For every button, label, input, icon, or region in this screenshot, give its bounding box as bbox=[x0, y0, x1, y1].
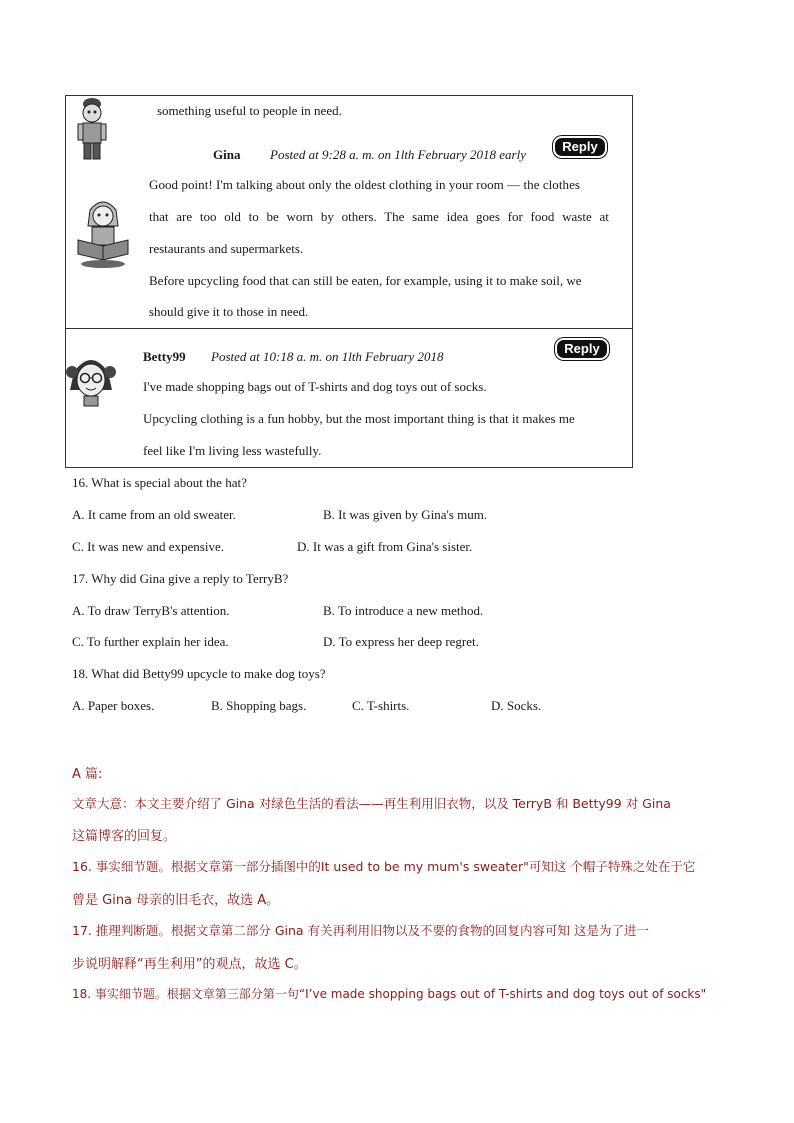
answer-summary-line-1: 文章大意：本文主要介绍了 Gina 对绿色生活的看法——再生利用旧衣物，以及 TerryB 和 Betty99 对 Gina bbox=[72, 796, 671, 811]
gina-line-3: restaurants and supermarkets. bbox=[149, 241, 304, 256]
question-17-stem: 17. Why did Gina give a reply to TerryB? bbox=[72, 571, 289, 586]
question-18-option-a[interactable]: A. Paper boxes. bbox=[72, 698, 155, 713]
answer-heading: A 篇: bbox=[72, 767, 103, 782]
post-tail-text: something useful to people in need. bbox=[157, 103, 342, 118]
gina-reply-button[interactable]: Reply bbox=[553, 136, 607, 158]
question-16-option-b[interactable]: B. It was given by Gina's mum. bbox=[323, 507, 488, 522]
boy-avatar-icon bbox=[74, 97, 110, 163]
answer-summary-line-2: 这篇博客的回复。 bbox=[72, 829, 177, 844]
question-16-stem: 16. What is special about the hat? bbox=[72, 475, 247, 490]
gina-name: Gina bbox=[213, 147, 241, 162]
gina-line-1: Good point! I'm talking about only the oldest clothing in your room — the clothes bbox=[149, 177, 580, 192]
betty-avatar-icon bbox=[66, 350, 116, 408]
answer-17-line-1: 17. 推理判断题。根据文章第二部分 Gina 有关再利用旧物以及不要的食物的回复内容可知 这是为了进一 bbox=[72, 923, 650, 938]
question-16-option-d[interactable]: D. It was a gift from Gina's sister. bbox=[297, 539, 473, 554]
betty-reply-button[interactable]: Reply bbox=[555, 338, 609, 360]
gina-line-5: should give it to those in need. bbox=[149, 304, 309, 319]
answer-16-line-1: 16. 事实细节题。根据文章第一部分插图中的It used to be my mum's sweater"可知这 个帽子特殊之处在于它 bbox=[72, 859, 696, 874]
question-17-option-b[interactable]: B. To introduce a new method. bbox=[323, 603, 484, 618]
question-16-option-a[interactable]: A. It came from an old sweater. bbox=[72, 507, 236, 522]
question-17-option-a[interactable]: A. To draw TerryB's attention. bbox=[72, 603, 230, 618]
gina-line-4: Before upcycling food that can still be eaten, for example, using it to make soil, we bbox=[149, 273, 582, 288]
question-16-option-c[interactable]: C. It was new and expensive. bbox=[72, 539, 224, 554]
betty-line-1: I've made shopping bags out of T-shirts and dog toys out of socks. bbox=[143, 379, 487, 394]
answer-16-line-2: 曾是 Gina 母亲的旧毛衣，故选 A。 bbox=[72, 893, 280, 908]
question-17-option-d[interactable]: D. To express her deep regret. bbox=[323, 634, 479, 649]
gina-post-meta: Posted at 9:28 a. m. on 1lth February 2018 early bbox=[270, 147, 526, 162]
betty-line-3: feel like I'm living less wastefully. bbox=[143, 443, 322, 458]
answer-18-line-1: 18. 事实细节题。根据文章第三部分第一句“I’ve made shopping bags out of T-shirts and dog toys out of socks" bbox=[72, 987, 707, 1001]
gina-line-2: that are too old to be worn by others. The same idea goes for food waste at bbox=[149, 209, 609, 224]
question-17-option-c[interactable]: C. To further explain her idea. bbox=[72, 634, 229, 649]
question-18-option-b[interactable]: B. Shopping bags. bbox=[211, 698, 307, 713]
betty-line-2: Upcycling clothing is a fun hobby, but the most important thing is that it makes me bbox=[143, 411, 575, 426]
answer-17-line-2: 步说明解释“再生利用”的观点，故选 C。 bbox=[72, 957, 307, 972]
betty-post-meta: Posted at 10:18 a. m. on 1lth February 2018 bbox=[211, 349, 444, 364]
question-18-option-c[interactable]: C. T-shirts. bbox=[352, 698, 410, 713]
question-18-stem: 18. What did Betty99 upcycle to make dog toys? bbox=[72, 666, 326, 681]
girl-reading-avatar-icon bbox=[74, 196, 132, 268]
question-18-option-d[interactable]: D. Socks. bbox=[491, 698, 542, 713]
betty-name: Betty99 bbox=[143, 349, 186, 364]
